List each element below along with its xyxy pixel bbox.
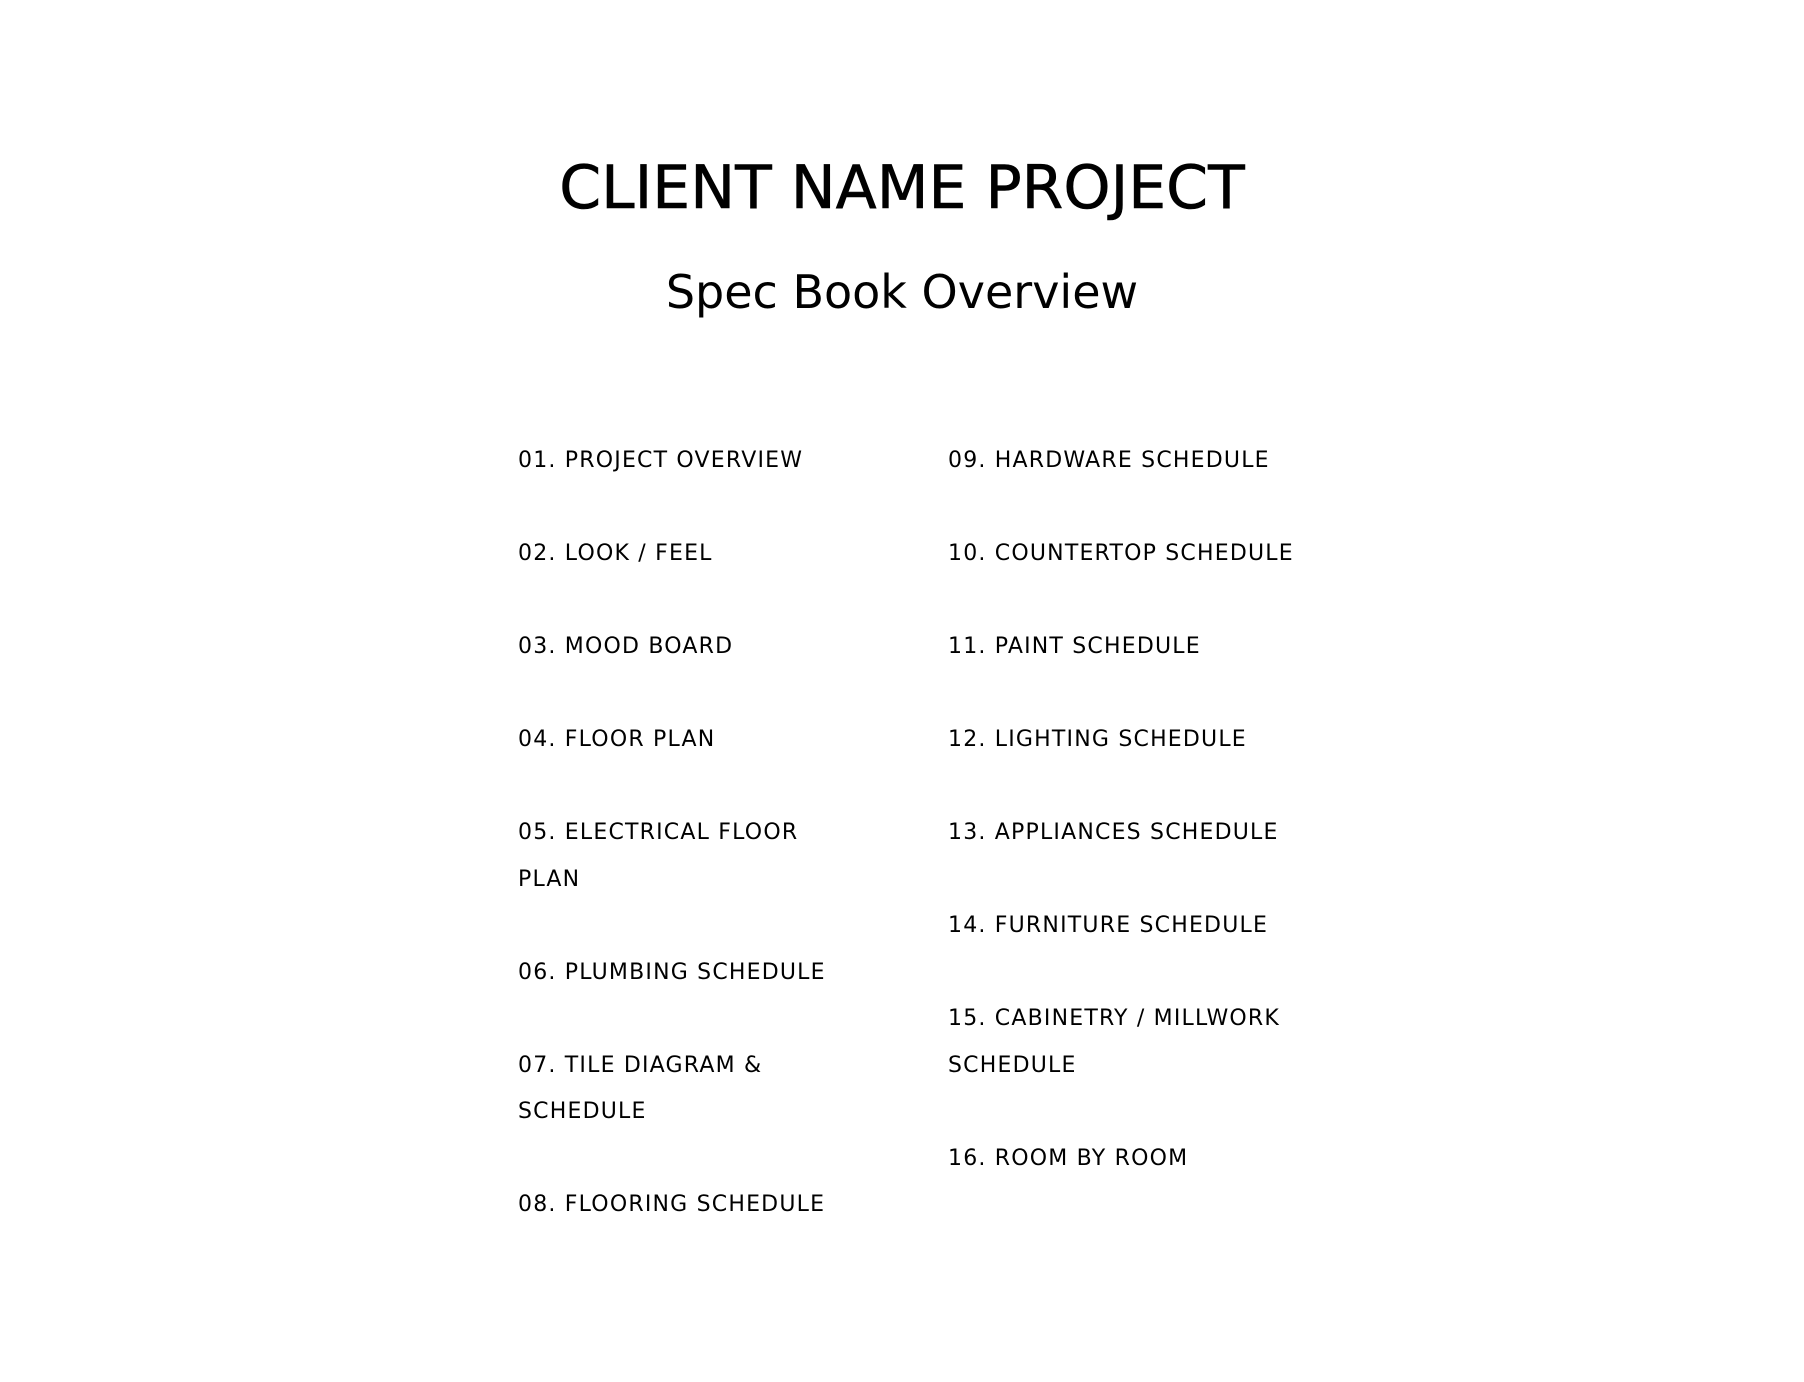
toc-item: 10. COUNTERTOP SCHEDULE xyxy=(948,541,1294,566)
toc-item: 07. TILE DIAGRAM & SCHEDULE xyxy=(518,1052,763,1124)
toc-item: 02. LOOK / FEEL xyxy=(518,541,713,566)
toc-item: 03. MOOD BOARD xyxy=(518,634,734,659)
toc-item: 08. FLOORING SCHEDULE xyxy=(518,1192,826,1217)
toc-item: 16. ROOM BY ROOM xyxy=(948,1145,1189,1171)
toc-item: 09. HARDWARE SCHEDULE xyxy=(948,448,1270,473)
toc-item: 15. CABINETRY / MILLWORK SCHEDULE xyxy=(948,1006,1281,1078)
toc-item: 14. FURNITURE SCHEDULE xyxy=(948,913,1269,938)
toc-item: 13. APPLIANCES SCHEDULE xyxy=(948,820,1279,845)
toc-item: 06. PLUMBING SCHEDULE xyxy=(518,959,826,985)
toc-item: 05. ELECTRICAL FLOOR PLAN xyxy=(518,820,799,892)
toc-column-right xyxy=(948,438,1388,1229)
toc-item: 12. LIGHTING SCHEDULE xyxy=(948,727,1247,752)
toc-item: 04. FLOOR PLAN xyxy=(518,727,716,752)
toc-item: 01. PROJECT OVERVIEW xyxy=(518,448,804,473)
document-subtitle: Spec Book Overview xyxy=(665,265,1139,319)
toc-column-left xyxy=(518,438,918,1275)
toc-item: 11. PAINT SCHEDULE xyxy=(948,634,1201,659)
document-title: CLIENT NAME PROJECT xyxy=(559,153,1245,223)
